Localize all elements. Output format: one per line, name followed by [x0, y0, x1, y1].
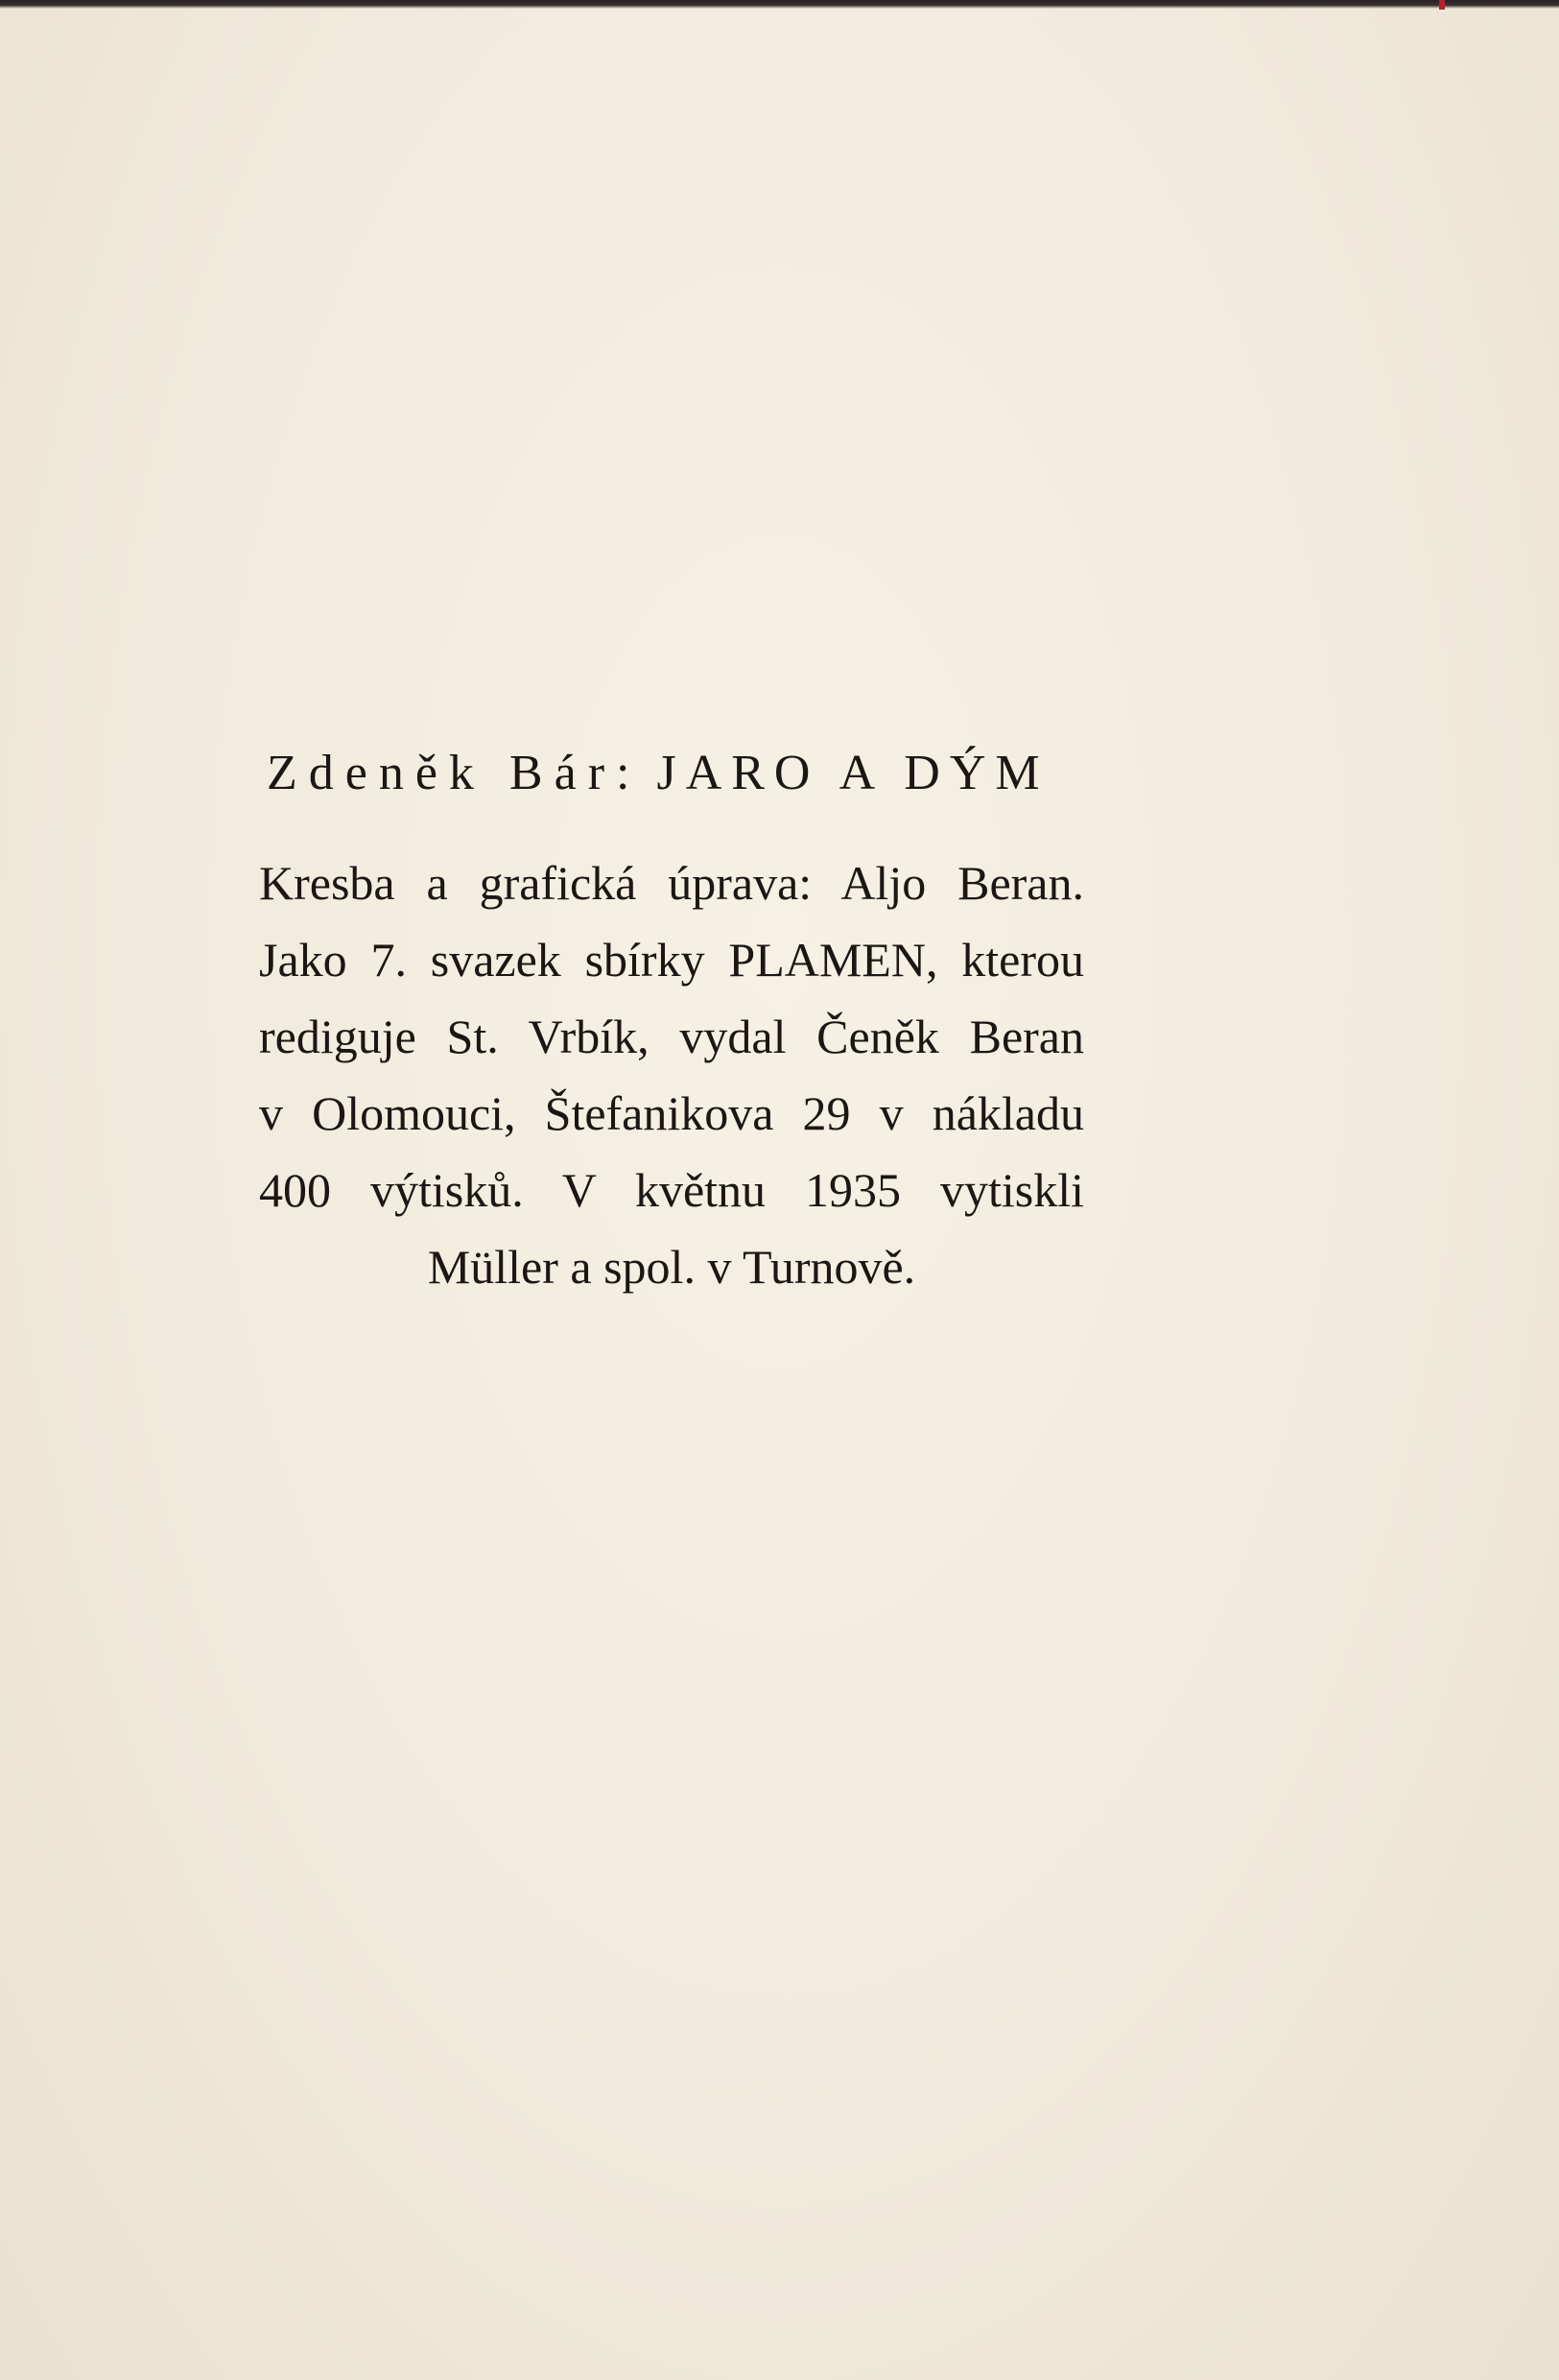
book-title: JARO A DÝM	[656, 746, 1050, 800]
imprint-line: Müller a spol. v Turnově.	[427, 1240, 916, 1294]
imprint-line: v Olomouci, Štefanikova 29 v nákladu	[259, 1086, 1084, 1140]
imprint-line: Kresba a grafická úprava: Aljo Beran.	[259, 856, 1084, 910]
colophon	[259, 739, 1094, 1305]
imprint-line: Jako 7. svazek sbírky PLAMEN, kterou	[259, 933, 1084, 987]
page-top-edge-accent	[1439, 0, 1445, 10]
imprint-line: rediguje St. Vrbík, vydal Čeněk Beran	[259, 1010, 1084, 1063]
author-name: Zdeněk Bár:	[267, 746, 642, 800]
page-top-edge	[0, 0, 1559, 9]
imprint-line: 400 výtisků. V květnu 1935 vytiskli	[259, 1163, 1084, 1217]
imprint-text	[259, 845, 1084, 1305]
colophon-headline	[259, 739, 1094, 808]
